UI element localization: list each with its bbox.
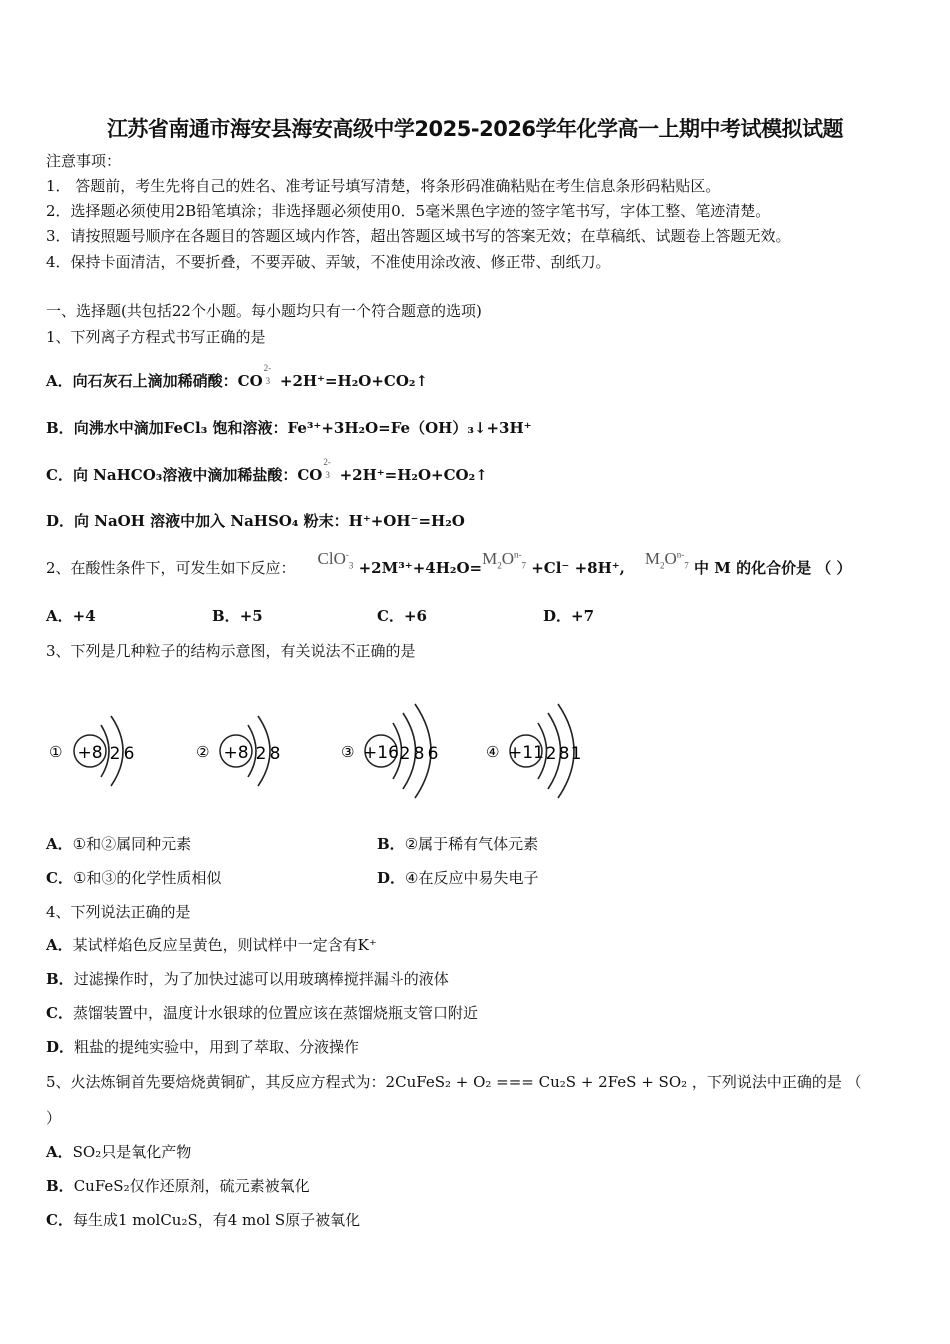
q1-d-label: D． (46, 512, 75, 530)
diagram-1-shell-2: 6 (123, 744, 135, 764)
q4-stem: 4、下列说法正确的是 (46, 903, 191, 921)
q1-a-label: A． (46, 372, 73, 390)
q1-a-text: 向石灰石上滴加稀硝酸：CO (72, 372, 263, 390)
q3-structure-diagrams (0, 698, 950, 808)
q4-option-c: C．蒸馏装置中，温度计水银球的位置应该在蒸馏烧瓶支管口附近 (46, 1004, 478, 1022)
q1-b-text: 向沸水中滴加FeCl₃ 饱和溶液：Fe³⁺+3H₂O=Fe（OH）₃↓+3H⁺ (73, 419, 532, 437)
diagram-4-number: ④ (486, 743, 500, 761)
atom-diagram-3 (341, 704, 438, 798)
q2-option-a: A．+4 (46, 607, 96, 625)
atom-diagram-1 (49, 716, 134, 786)
diagram-2-shell-2: 8 (269, 744, 281, 764)
q3-option-c: C．①和③的化学性质相似 (46, 869, 222, 887)
q2-chlorate-ion: ClO-$_3$ (317, 549, 354, 571)
diagram-1-nucleus-charge: +8 (77, 743, 103, 763)
diagram-3-shell-3: 6 (427, 744, 439, 764)
q1-option-b (46, 418, 532, 438)
q1-a-sub: 3 (265, 376, 271, 386)
diagram-1-number: ① (49, 743, 63, 761)
diagram-3-number: ③ (341, 743, 355, 761)
notice-item-3: 3．请按照题号顺序在各题目的答题区域内作答，超出答题区域书写的答案无效；在草稿纸、试题卷上答题无效。 (46, 227, 791, 245)
q1-option-c (46, 457, 488, 485)
notice-item-4: 4．保持卡面清洁，不要折叠，不要弄破、弄皱，不准使用涂改液、修正带、刮纸刀。 (46, 253, 611, 271)
q2-stem (46, 549, 852, 578)
notice-heading: 注意事项： (46, 152, 122, 170)
diagram-3-shell-1: 2 (399, 744, 411, 764)
q1-a-charge: 2- (263, 363, 272, 373)
q3-option-d: D．④在反应中易失电子 (377, 869, 539, 887)
diagram-4-shell-2: 8 (558, 744, 570, 764)
q4-option-b: B．过滤操作时，为了加快过滤可以用玻璃棒搅拌漏斗的液体 (46, 970, 449, 988)
q1-c-label: C． (46, 466, 73, 484)
q2-dichromate-ion-1: $M_2O^{n-}_7$ (482, 549, 526, 571)
diagram-2-number: ② (196, 743, 210, 761)
q3-option-a: A．①和②属同种元素 (46, 835, 192, 853)
diagram-4-shell-3: 1 (570, 744, 582, 764)
atom-diagram-2 (196, 716, 280, 786)
q2-option-c: C．+6 (377, 607, 427, 625)
q5-option-b: B．CuFeS₂仅作还原剂，硫元素被氧化 (46, 1177, 310, 1195)
q3-stem: 3、下列是几种粒子的结构示意图，有关说法不正确的是 (46, 642, 416, 660)
diagram-3-nucleus-charge: +16 (363, 743, 399, 763)
q3-option-b: B．②属于稀有气体元素 (377, 835, 539, 853)
q5-option-a: A．SO₂只是氧化产物 (46, 1143, 192, 1161)
q1-d-text: 向 NaOH 溶液中加入 NaHSO₄ 粉末：H⁺+OH⁻=H₂O (74, 512, 465, 530)
atom-diagram-4 (486, 704, 581, 798)
q4-option-a: A．某试样焰色反应呈黄色，则试样中一定含有K⁺ (46, 936, 377, 954)
diagram-2-nucleus-charge: +8 (223, 743, 249, 763)
diagram-3-shell-2: 8 (413, 744, 425, 764)
q2-mid: +2M³⁺+4H₂O= (353, 559, 483, 577)
q1-option-a (46, 363, 429, 391)
q2-option-d: D．+7 (543, 607, 595, 625)
q2-end: 中 M 的化合价是 （ ） (688, 559, 852, 577)
q5-option-c: C．每生成1 molCu₂S，有4 mol S原子被氧化 (46, 1211, 361, 1229)
q2-option-b: B．+5 (212, 607, 263, 625)
q1-c-text: 向 NaHCO₃溶液中滴加稀盐酸：CO (72, 466, 323, 484)
q1-b-label: B． (46, 419, 74, 437)
q1-stem: 1、下列离子方程式书写正确的是 (46, 328, 266, 346)
diagram-1-shell-1: 2 (109, 744, 121, 764)
diagram-4-nucleus-charge: +11 (508, 743, 544, 763)
notice-item-1: 1． 答题前，考生先将自己的姓名、准考证号填写清楚，将条形码准确粘贴在考生信息条形码粘贴区。 (46, 177, 721, 195)
section-heading: 一、选择题(共包括22个小题。每小题均只有一个符合题意的选项) (46, 302, 482, 320)
q1-option-d (46, 511, 465, 531)
q2-dichromate-ion-2: $M_2O^{n-}_7$ (644, 549, 689, 571)
q1-c-charge: 2- (323, 457, 331, 467)
page-title: 江苏省南通市海安县海安高级中学2025-2026学年化学高一上期中考试模拟试题 (106, 117, 844, 141)
q5-stem: 5、火法炼铜首先要焙烧黄铜矿，其反应方程式为：2CuFeS₂ + O₂ === Cu₂S + 2FeS + SO₂ ，下列说法中正确的是 （ (46, 1073, 862, 1091)
diagram-2-shell-1: 2 (255, 744, 267, 764)
q4-option-d: D．粗盐的提纯实验中，用到了萃取、分液操作 (46, 1038, 360, 1056)
q2-stem-start: 2、在酸性条件下，可发生如下反应： (46, 559, 296, 577)
notice-item-2: 2．选择题必须使用2B铅笔填涂；非选择题必须使用0．5毫米黑色字迹的签字笔书写，字体工整、笔迹清楚。 (46, 202, 771, 220)
diagram-4-shell-1: 2 (545, 744, 557, 764)
q1-a-tail: +2H⁺=H₂O+CO₂↑ (274, 372, 429, 390)
q1-c-sub: 3 (325, 470, 330, 480)
q2-tail: +Cl⁻ +8H⁺, (526, 559, 625, 577)
q5-stem-end: ） (46, 1109, 62, 1127)
q1-c-tail: +2H⁺=H₂O+CO₂↑ (334, 466, 488, 484)
